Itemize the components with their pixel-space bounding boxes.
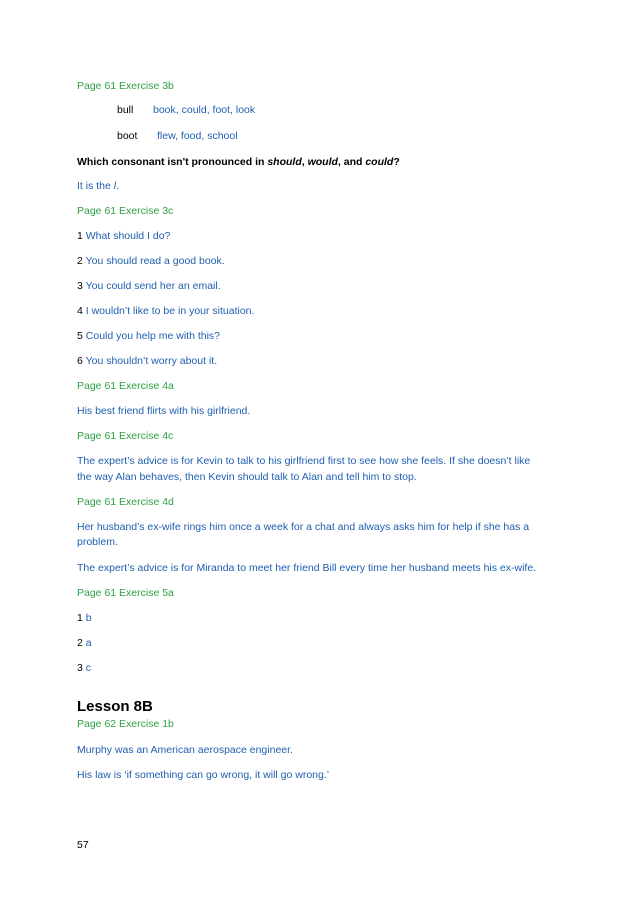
- list-item: 1 b: [77, 612, 92, 624]
- section-heading-4d: Page 61 Exercise 4d: [77, 496, 174, 508]
- list-item: 6 You shouldn’t worry about it.: [77, 355, 218, 367]
- section-heading-5a: Page 61 Exercise 5a: [77, 587, 174, 599]
- question-text: Which consonant isn't pronounced in should, would, and could?: [77, 156, 400, 168]
- section-heading-4a: Page 61 Exercise 4a: [77, 380, 174, 392]
- answer-text-4c-line2: the way Alan behaves, then Kevin should talk to Alan and tell him to stop.: [77, 471, 417, 483]
- example-list-boot: flew, food, school: [157, 130, 238, 142]
- page-number: 57: [77, 839, 89, 851]
- answer-text-4d-line1: Her husband’s ex-wife rings him once a week for a chat and always asks him for help if she has a: [77, 521, 530, 533]
- section-heading-3c: Page 61 Exercise 3c: [77, 205, 174, 217]
- answer-text: It is the l.: [77, 180, 120, 192]
- answer-text-4d-line2: problem.: [77, 536, 118, 548]
- list-item: 2 a: [77, 637, 92, 649]
- list-item: 3 c: [77, 662, 92, 674]
- answer-text-4a: His best friend flirts with his girlfriend.: [77, 405, 251, 417]
- section-heading-3b: Page 61 Exercise 3b: [77, 80, 174, 92]
- list-item: 2 You should read a good book.: [77, 255, 225, 267]
- example-list-bull: book, could, foot, look: [153, 104, 256, 116]
- list-item: 3 You could send her an email.: [77, 280, 221, 292]
- example-word-boot: boot: [117, 130, 138, 142]
- section-heading-4c: Page 61 Exercise 4c: [77, 430, 174, 442]
- section-heading-1b: Page 62 Exercise 1b: [77, 718, 174, 730]
- answer-text-1b-line1: Murphy was an American aerospace engineer.: [77, 744, 293, 756]
- list-item: 5 Could you help me with this?: [77, 330, 221, 342]
- answer-text-1b-line2: His law is ‘if something can go wrong, it will go wrong.’: [77, 769, 330, 781]
- answer-text-4d-line3: The expert’s advice is for Miranda to meet her friend Bill every time her husband meets his ex-wife.: [77, 562, 537, 574]
- example-word-bull: bull: [117, 104, 134, 116]
- list-item: 4 I wouldn’t like to be in your situation.: [77, 305, 255, 317]
- list-item: 1 What should I do?: [77, 230, 171, 242]
- lesson-heading: Lesson 8B: [77, 698, 153, 715]
- answer-text-4c-line1: The expert’s advice is for Kevin to talk to his girlfriend first to see how she feels. If she doesn’t like: [77, 455, 531, 467]
